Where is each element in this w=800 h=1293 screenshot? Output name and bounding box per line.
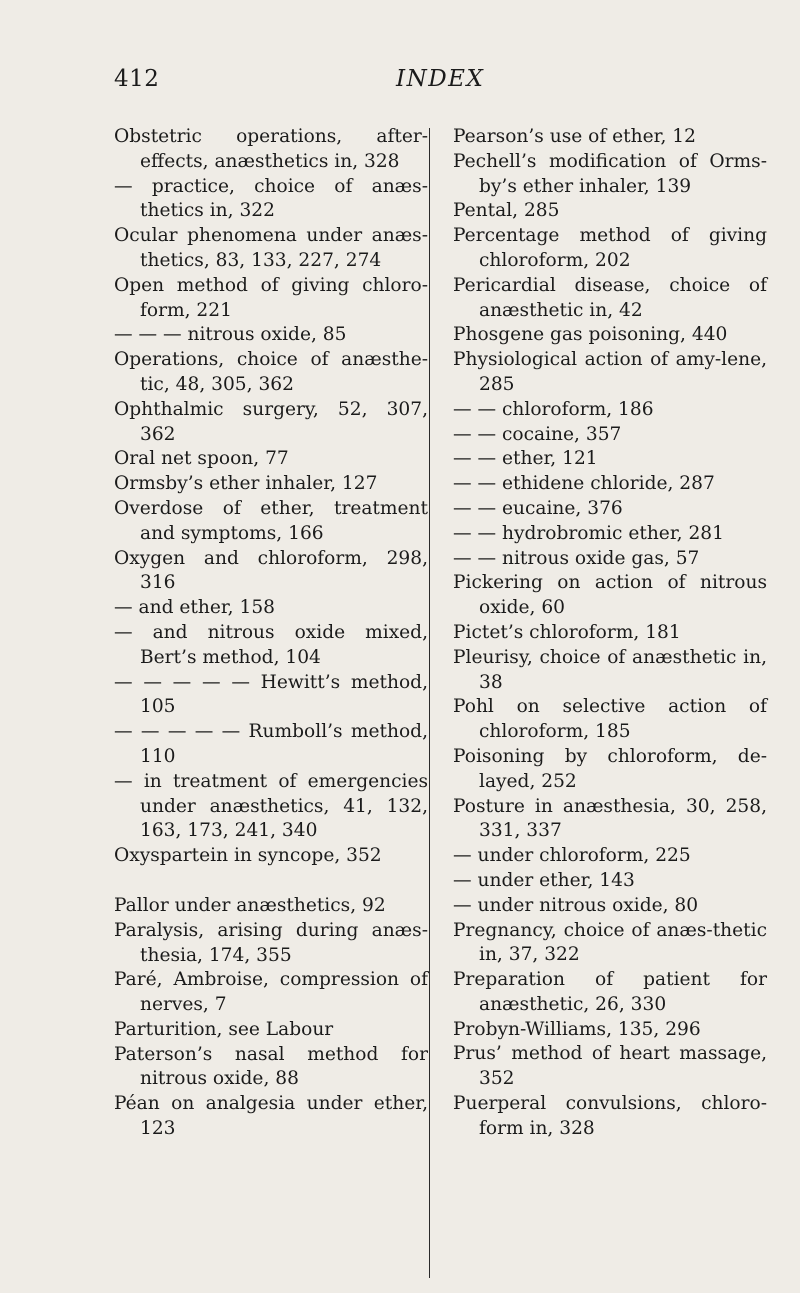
index-entry: Pallor under anæsthetics, 92 [114, 894, 386, 916]
index-entry: Open method of giving chloro-form, 221 [114, 274, 428, 321]
index-entry: Oral net spoon, 77 [114, 448, 289, 470]
index-entry: — — — nitrous oxide, 85 [114, 324, 347, 346]
index-entry: Paralysis, arising during anæs-thesia, 174, 355 [114, 919, 428, 966]
index-entry: Pregnancy, choice of anæs-thetic in, 37, 322 [453, 919, 767, 966]
index-entry: Oxygen and chloroform, 298, 316 [114, 547, 428, 594]
index-entry: — — ethidene chloride, 287 [453, 473, 715, 495]
index-entry: Pictet’s chloroform, 181 [453, 621, 681, 643]
index-entry: Pohl on selective action of chloroform, 185 [453, 696, 767, 743]
index-entry: Phosgene gas poisoning, 440 [453, 324, 728, 346]
index-entry: Pental, 285 [453, 200, 560, 222]
section-gap [114, 869, 428, 894]
index-entry: Ocular phenomena under anæs-thetics, 83, 133, 227, 274 [114, 225, 428, 271]
index-entry: Pearson’s use of ether, 12 [453, 126, 696, 147]
index-entry: Pechell’s modification of Orms-by’s ether inhaler, 139 [453, 150, 767, 197]
index-entry: Oxyspartein in syncope, 352 [114, 845, 382, 867]
index-entry: Operations, choice of anæsthe-tic, 48, 305, 362 [114, 349, 428, 395]
index-entry: Puerperal convulsions, chloro-form in, 328 [453, 1093, 767, 1139]
index-entry: Pickering on action of nitrous oxide, 60 [453, 572, 767, 619]
index-entry: — — — — — Rumboll’s method, 110 [114, 721, 428, 767]
index-entry: Overdose of ether, treatment and symptoms, 166 [114, 497, 428, 544]
index-entry: — — chloroform, 186 [453, 398, 654, 420]
index-column-left [114, 125, 428, 1142]
index-entry: Paterson’s nasal method for nitrous oxide, 88 [114, 1043, 428, 1090]
index-entry: — — ether, 121 [453, 448, 598, 470]
index-entry: — — — — — Hewitt’s method, 105 [114, 671, 428, 718]
index-entry: Pleurisy, choice of anæsthetic in, 38 [453, 646, 767, 693]
page-header [114, 66, 744, 100]
column-divider [429, 128, 430, 1278]
index-column-right [453, 125, 767, 1142]
index-entry: Pericardial disease, choice of anæsthetic in, 42 [453, 274, 767, 321]
index-entry: Prus’ method of heart massage, 352 [453, 1043, 767, 1090]
page-number: 412 [114, 66, 160, 92]
running-title: INDEX [396, 66, 485, 92]
index-entry: — and ether, 158 [114, 597, 275, 619]
index-entry: — — nitrous oxide gas, 57 [453, 547, 700, 569]
index-entry: Probyn-Williams, 135, 296 [453, 1018, 701, 1040]
index-entry: — under chloroform, 225 [453, 845, 691, 867]
index-entry: Poisoning by chloroform, de-layed, 252 [453, 745, 767, 792]
index-entry: Percentage method of giving chloroform, 202 [453, 225, 767, 271]
index-entry: Ormsby’s ether inhaler, 127 [114, 473, 378, 495]
index-entry: — — cocaine, 357 [453, 423, 622, 445]
index-entry: — under nitrous oxide, 80 [453, 894, 699, 916]
index-entry: — — eucaine, 376 [453, 497, 623, 519]
index-entry: — in treatment of emergencies under anæsthetics, 41, 132, 163, 173, 241, 340 [114, 770, 428, 842]
index-entry: Obstetric operations, after-effects, anæsthetics in, 328 [114, 126, 428, 172]
index-entry: Physiological action of amy-lene, 285 [453, 349, 767, 395]
index-entry: — — hydrobromic ether, 281 [453, 522, 724, 544]
index-entry: — and nitrous oxide mixed, Bert’s method, 104 [114, 621, 428, 668]
index-entry: — under ether, 143 [453, 869, 635, 891]
index-entry: — practice, choice of anæs-thetics in, 322 [114, 175, 428, 222]
index-entry: Parturition, see Labour [114, 1018, 334, 1040]
index-entry: Péan on analgesia under ether, 123 [114, 1093, 428, 1140]
index-entry: Paré, Ambroise, compression of nerves, 7 [114, 969, 428, 1016]
index-entry: Ophthalmic surgery, 52, 307, 362 [114, 398, 428, 445]
index-entry: Preparation of patient for anæsthetic, 26, 330 [453, 969, 767, 1015]
index-entry: Posture in anæsthesia, 30, 258, 331, 337 [453, 795, 767, 842]
